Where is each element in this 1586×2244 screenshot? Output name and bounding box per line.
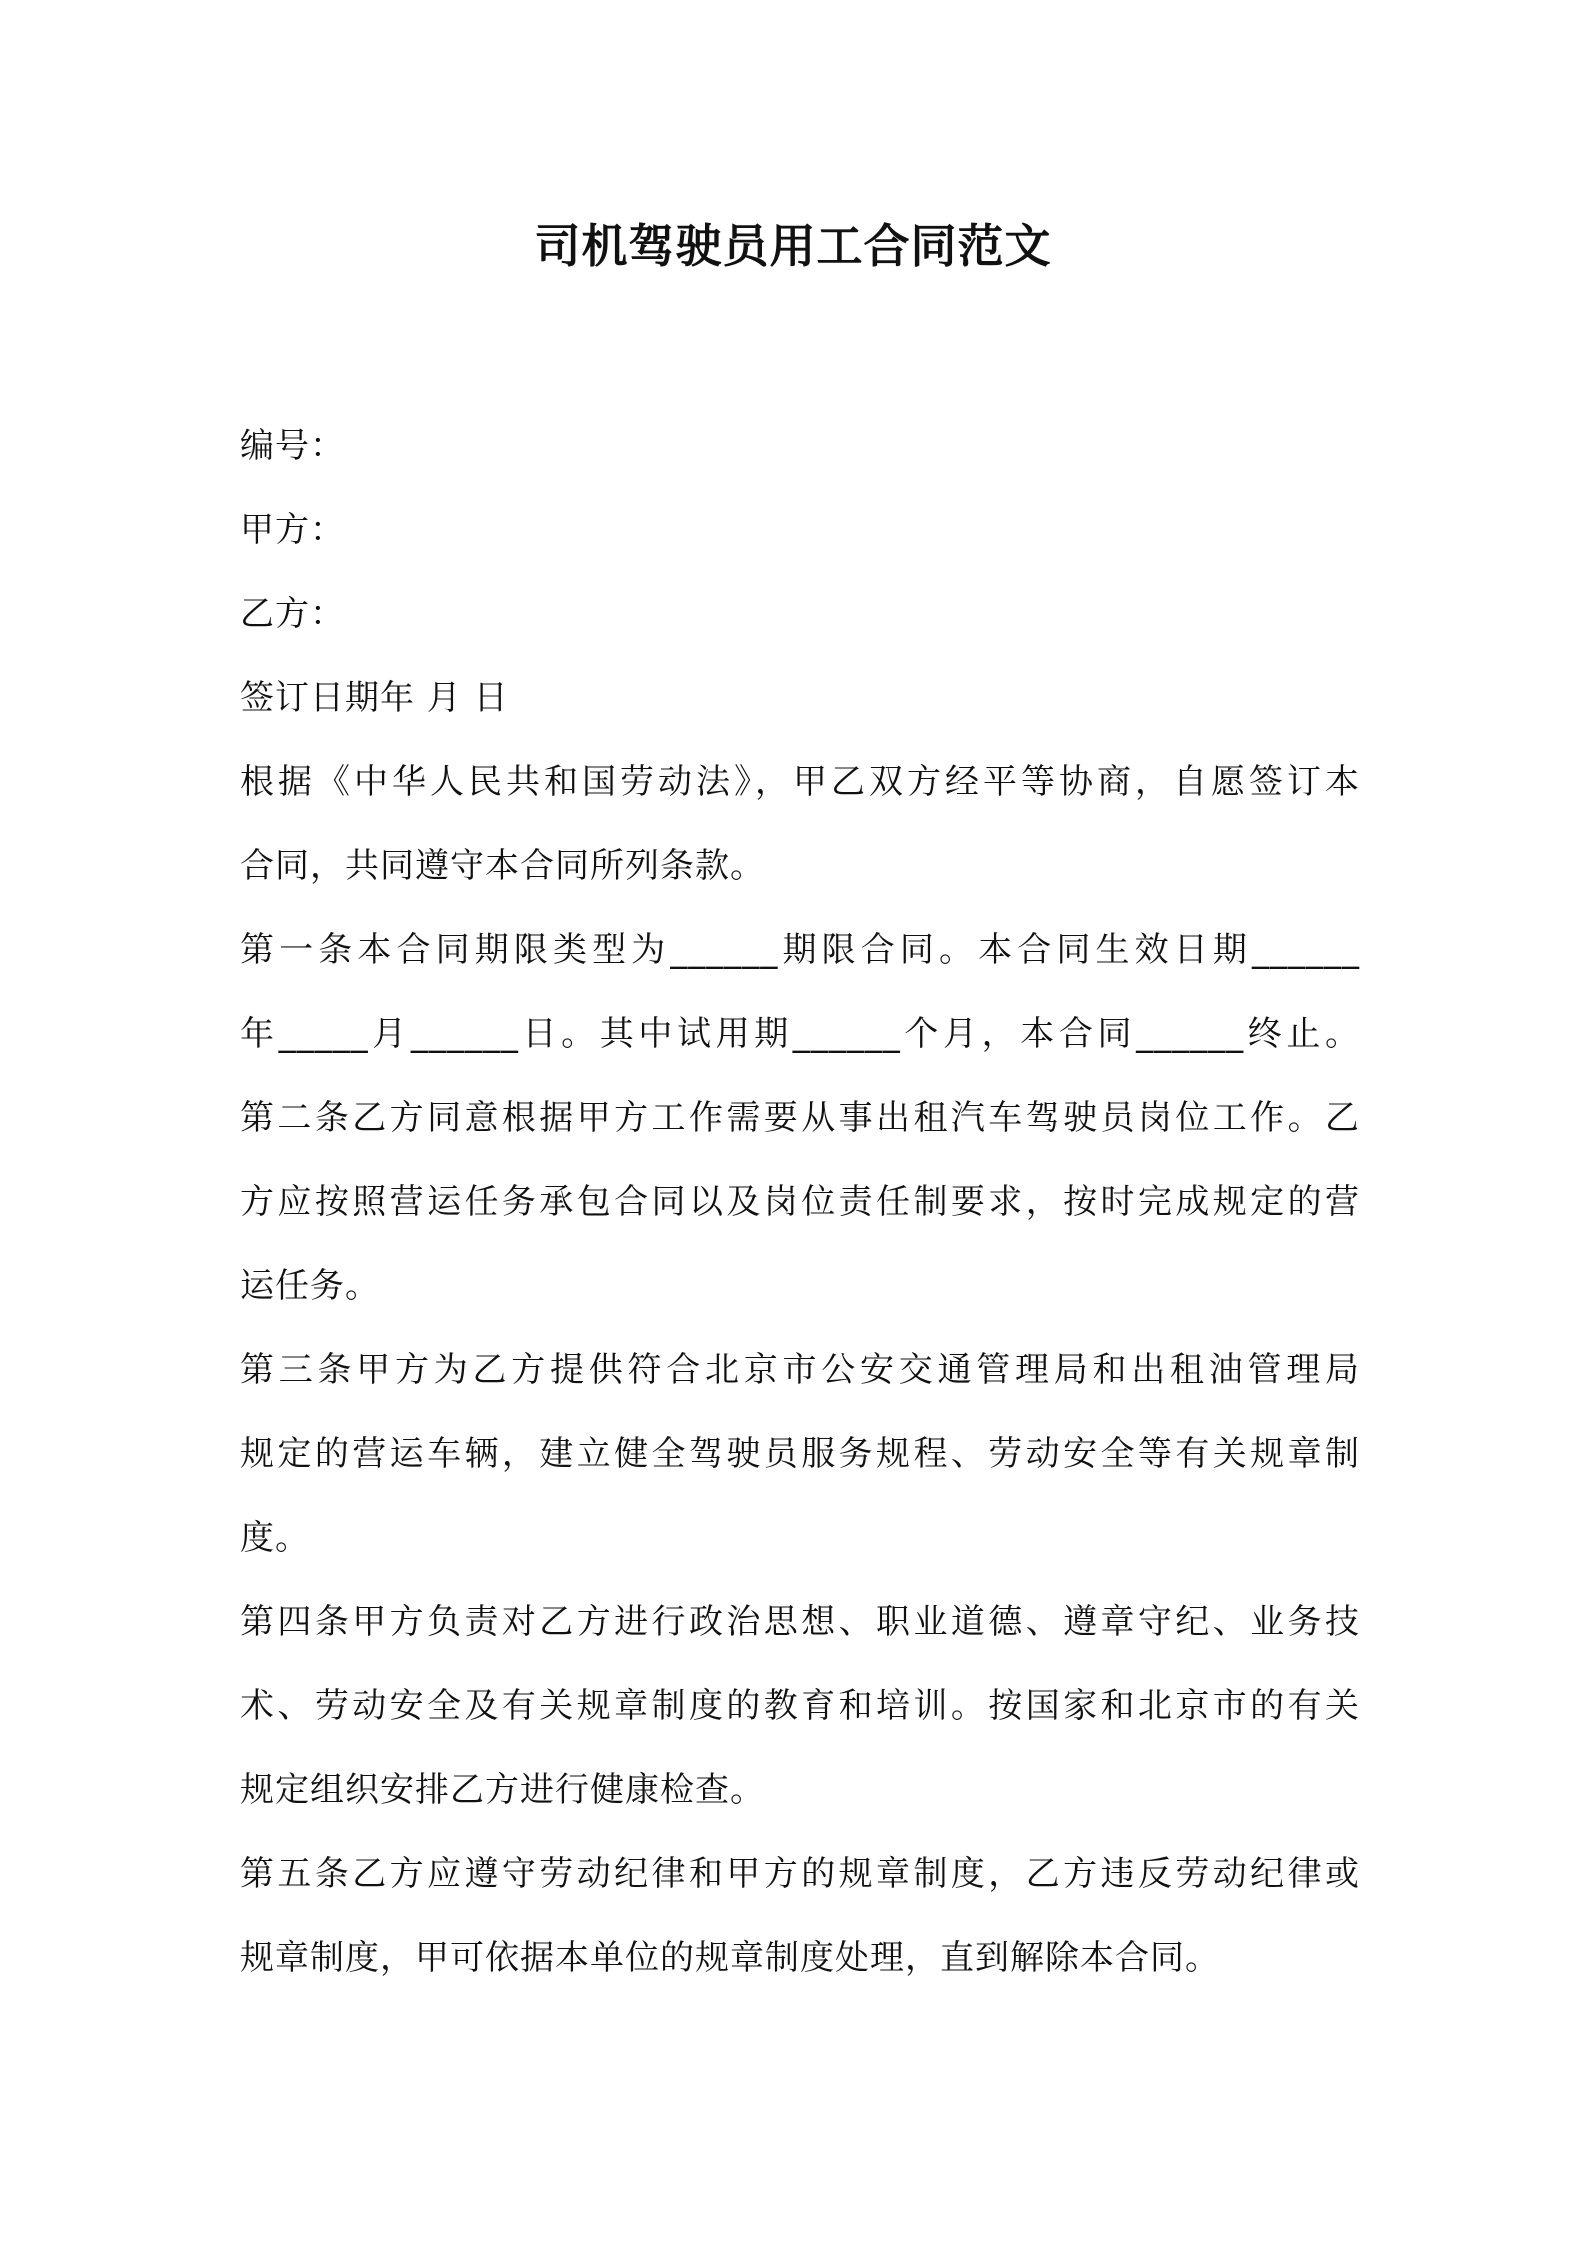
field-number: 编号： [240, 426, 345, 466]
paragraph-line: 第二条乙方同意根据甲方工作需要从事出租汽车驾驶员岗位工作。乙 [240, 1098, 1360, 1138]
field-sign-date: 签订日期年 月 日 [240, 678, 509, 718]
field-party-a: 甲方： [240, 510, 345, 550]
article-2 [240, 1076, 1360, 1328]
paragraph-line: 规定的营运车辆，建立健全驾驶员服务规程、劳动安全等有关规章制 [240, 1434, 1360, 1474]
article-3 [240, 1328, 1360, 1580]
paragraph-line: 根据《中华人民共和国劳动法》，甲乙双方经平等协商，自愿签订本 [240, 762, 1360, 802]
paragraph-line: 规定组织安排乙方进行健康检查。 [240, 1770, 765, 1810]
paragraph-line: 运任务。 [240, 1266, 380, 1306]
paragraph-line: 第一条本合同期限类型为______期限合同。本合同生效日期______ [240, 930, 1360, 970]
paragraph-line: 方应按照营运任务承包合同以及岗位责任制要求，按时完成规定的营 [240, 1182, 1360, 1222]
paragraph-line: 年_____月______日。其中试用期______个月，本合同______终止。 [240, 1014, 1360, 1054]
paragraph-line: 规章制度，甲可依据本单位的规章制度处理，直到解除本合同。 [240, 1938, 1220, 1978]
document-body [240, 404, 1360, 2000]
paragraph-line: 第五条乙方应遵守劳动纪律和甲方的规章制度，乙方违反劳动纪律或 [240, 1854, 1360, 1894]
paragraph-line: 第四条甲方负责对乙方进行政治思想、职业道德、遵章守纪、业务技 [240, 1602, 1360, 1642]
document-title: 司机驾驶员用工合同范文 [534, 219, 1052, 273]
paragraph-line: 术、劳动安全及有关规章制度的教育和培训。按国家和北京市的有关 [240, 1686, 1360, 1726]
article-1 [240, 908, 1360, 1076]
article-5 [240, 1832, 1360, 2000]
preamble-paragraph [240, 740, 1360, 908]
article-4 [240, 1580, 1360, 1832]
field-party-b: 乙方： [240, 594, 345, 634]
paragraph-line: 第三条甲方为乙方提供符合北京市公安交通管理局和出租油管理局 [240, 1350, 1360, 1390]
paragraph-line: 合同，共同遵守本合同所列条款。 [240, 846, 765, 886]
paragraph-line: 度。 [240, 1518, 310, 1558]
